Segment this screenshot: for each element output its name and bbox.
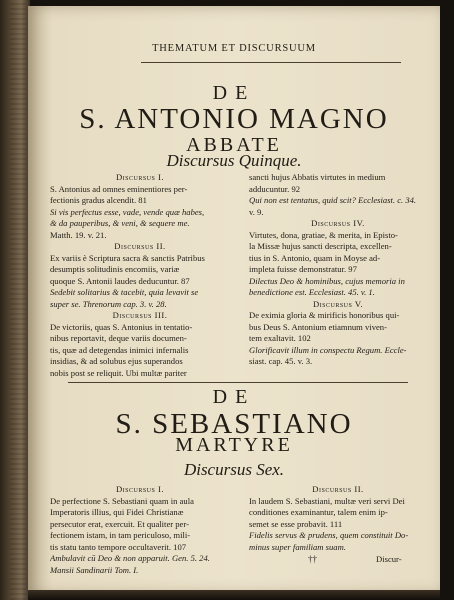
spine-page-edges bbox=[10, 0, 26, 600]
text-line: bus Deus S. Antonium etiamnum viven- bbox=[249, 321, 387, 332]
text-line: fectionem istam, in tam periculoso, mili- bbox=[50, 530, 191, 540]
text-line: tem exaltavit. 102 bbox=[249, 333, 311, 343]
section1-de: DE bbox=[212, 82, 256, 104]
text-line: nobis post se reliquit. Ubi multæ pariter bbox=[50, 367, 187, 378]
text-line: Ex variis è Scriptura sacra & sanctis Patribus bbox=[50, 252, 205, 263]
text-line: tis, quæ ad detegendas inimici infernalis bbox=[50, 344, 189, 355]
book-page bbox=[28, 6, 440, 594]
text-line: tius in S. Antonio, quam in Moyse ad- bbox=[249, 252, 381, 263]
section2-right-column bbox=[249, 484, 427, 553]
text-line: Sedebit solitarius & tacebit, quia levavit se bbox=[50, 287, 199, 297]
text-line: v. 9. bbox=[249, 206, 264, 217]
discursus-label: Discursus II. bbox=[114, 241, 166, 251]
text-line: De perfectione S. Sebastiani quam in aula bbox=[50, 495, 194, 506]
text-line: siast. cap. 45. v. 3. bbox=[249, 356, 313, 366]
signature-mark: †† bbox=[308, 554, 317, 564]
text-line: Qui non est tentatus, quid scit? Ecclesiast. c. 34. bbox=[249, 195, 417, 205]
text-line: minus super familiam suam. bbox=[249, 541, 346, 552]
section2-subtitle: MARTYRE bbox=[175, 434, 293, 456]
section2-discursus-heading: Discursus Sex. bbox=[183, 460, 285, 479]
text-line: tis statu tanto tempore occultaverit. 107 bbox=[50, 541, 187, 552]
text-line: desumptis solitudinis encomiis, variæ bbox=[50, 264, 180, 274]
text-line: benedictione est. Ecclesiast. 45. v. 1. bbox=[249, 287, 375, 297]
text-line: Glorificavit illum in conspectu Regum. Eccle- bbox=[249, 344, 407, 355]
section1-right-column bbox=[249, 172, 427, 368]
text-line: Mansii Sandinarii Tom. I. bbox=[50, 564, 139, 575]
text-line: insidias, & ad solubus ejus superandos bbox=[50, 356, 183, 366]
section1-discursus-heading: Discursus Quinque. bbox=[166, 151, 302, 170]
book-spine bbox=[0, 0, 30, 600]
text-line: fectionis gradus alcendit. 81 bbox=[50, 195, 147, 205]
discursus-label: Discursus II. bbox=[312, 484, 364, 494]
text-line: Virtutes, dona, gratiae, & merita, in Episto- bbox=[249, 229, 398, 240]
text-line: impleta fuisse demonstratur. 97 bbox=[249, 264, 357, 274]
running-head: THEMATUM ET DISCURSUUM bbox=[152, 43, 316, 54]
text-line: S. Antonius ad omnes eminentiores per- bbox=[50, 183, 188, 194]
section2-left-column bbox=[50, 484, 230, 576]
text-line: conditiones examinantur, talem enim ip- bbox=[249, 507, 388, 517]
text-line: la Missæ hujus sancti descripta, excellen- bbox=[249, 241, 392, 251]
text-line: super se. Threnorum cap. 3. v. 28. bbox=[50, 298, 167, 309]
catchword: Discur- bbox=[376, 554, 402, 564]
text-line: Ambulavit cū Deo & non apparuit. Gen. 5. 24. bbox=[50, 553, 210, 563]
section1-left-column bbox=[50, 172, 230, 379]
text-line: sancti hujus Abbatis virtutes in medium bbox=[249, 172, 386, 182]
header-rule bbox=[141, 62, 401, 63]
text-line: De victoriis, quas S. Antonius in tentatio- bbox=[50, 321, 193, 332]
discursus-label: Discursus V. bbox=[312, 298, 364, 309]
section1-subtitle: ABBATE bbox=[186, 134, 282, 156]
text-line: persecutor erat, exercuit. Et qualiter per- bbox=[50, 518, 189, 529]
text-line: adducuntur. 92 bbox=[249, 183, 301, 194]
discursus-label: Discursus III. bbox=[112, 310, 168, 320]
text-line: De eximia gloria & mirificis honoribus qui- bbox=[249, 310, 400, 320]
text-line: quoque S. Antonii laudes deducuntur. 87 bbox=[50, 275, 190, 286]
text-line: semet se esse probavit. 111 bbox=[249, 518, 343, 529]
section2-de: DE bbox=[212, 386, 256, 408]
text-line: & da pauperibus, & veni, & sequere me. bbox=[50, 218, 190, 228]
text-line: Fidelis servus & prudens, quem constituit Do- bbox=[249, 530, 409, 540]
page-bottom-shadow bbox=[28, 590, 440, 600]
discursus-label: Discursus IV. bbox=[311, 218, 365, 228]
text-line: Imperatoris illius, qui Fidei Christianæ bbox=[50, 507, 184, 517]
discursus-label: Discursus I. bbox=[115, 484, 165, 494]
discursus-label: Discursus I. bbox=[115, 172, 165, 182]
text-line: Si vis perfectus esse, vade, vende quæ habes, bbox=[50, 206, 205, 217]
text-line: Dilectus Deo & hominibus, cujus memoria in bbox=[249, 275, 405, 286]
text-line: In laudem S. Sebastiani, multæ veri servi Dei bbox=[249, 495, 405, 506]
section2-title: S. SEBASTIANO bbox=[115, 408, 353, 440]
section-divider-rule bbox=[68, 382, 408, 383]
section1-title: S. ANTONIO MAGNO bbox=[79, 103, 389, 135]
text-line: nibus reportavit, deque variis documen- bbox=[50, 333, 187, 343]
text-line: Matth. 19. v. 21. bbox=[50, 229, 107, 240]
